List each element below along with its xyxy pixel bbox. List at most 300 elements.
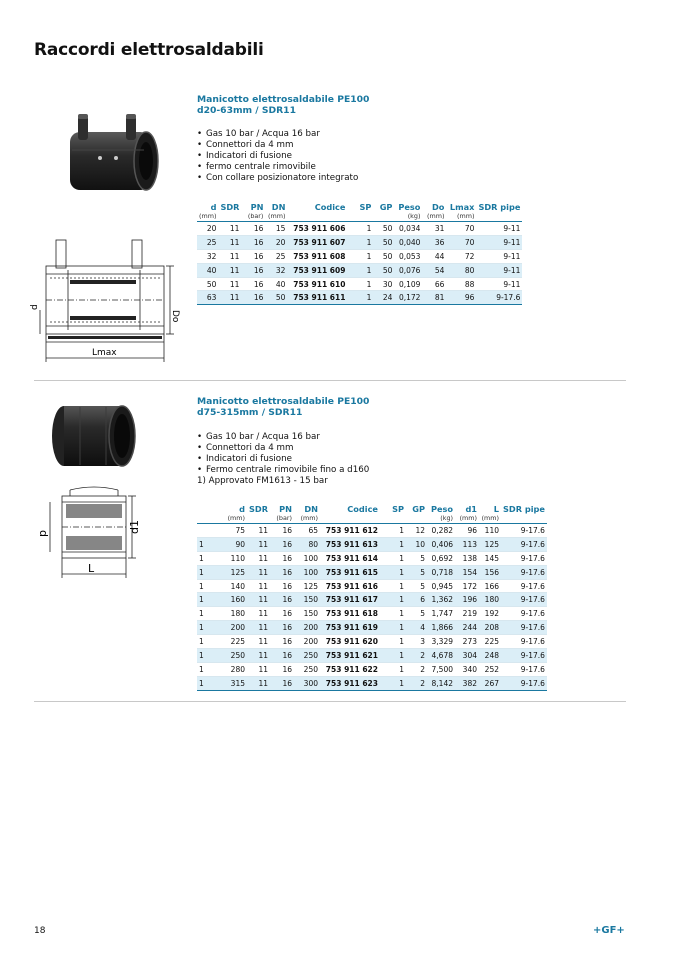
table-cell: 50 xyxy=(373,249,394,263)
product-code-cell: 753 911 606 xyxy=(287,222,347,236)
table-cell: 1 xyxy=(380,593,406,607)
col-header: Codice xyxy=(347,504,378,514)
table-cell: 192 xyxy=(479,607,501,621)
table-cell: 72 xyxy=(446,249,476,263)
table-cell: 1 xyxy=(197,662,211,676)
table-cell: 16 xyxy=(270,593,294,607)
table-cell: 125 xyxy=(294,579,320,593)
unit-cell xyxy=(347,212,373,222)
table-cell: 8,142 xyxy=(427,676,455,690)
table-cell: 1 xyxy=(380,649,406,663)
table-cell: 16 xyxy=(241,222,265,236)
table-cell: 11 xyxy=(218,222,241,236)
unit-cell: (bar) xyxy=(241,212,265,222)
table-cell: 32 xyxy=(197,249,218,263)
col-header: PN xyxy=(279,504,292,514)
table-cell: 81 xyxy=(422,291,446,305)
unit-cell: (mm) xyxy=(294,514,320,524)
product-title-1 xyxy=(197,94,369,116)
table-cell: 1 xyxy=(380,635,406,649)
table-cell: 110 xyxy=(479,524,501,538)
col-header: GP xyxy=(379,202,393,212)
feature-item: • Gas 10 bar / Acqua 16 bar xyxy=(197,432,369,443)
table-cell: 1 xyxy=(347,249,373,263)
table-cell: 11 xyxy=(247,524,270,538)
label-d: d xyxy=(30,304,40,310)
table-cell: 100 xyxy=(294,551,320,565)
table-cell: 11 xyxy=(218,263,241,277)
unit-cell: (mm) xyxy=(265,212,287,222)
table-cell: 219 xyxy=(455,607,479,621)
table-cell: 225 xyxy=(211,635,247,649)
unit-cell xyxy=(197,514,211,524)
table-cell: 11 xyxy=(247,537,270,551)
table-cell: 250 xyxy=(294,649,320,663)
label-lmax: Lmax xyxy=(92,348,117,358)
table-cell: 150 xyxy=(294,607,320,621)
table-cell: 11 xyxy=(247,676,270,690)
spec-table-2-body xyxy=(197,524,547,691)
table-cell: 9-11 xyxy=(476,263,522,277)
table-cell: 150 xyxy=(294,593,320,607)
col-header: L xyxy=(493,504,499,514)
table-cell: 1 xyxy=(197,565,211,579)
label-do: Do xyxy=(170,310,180,323)
table-cell: 145 xyxy=(479,551,501,565)
table-cell: 1 xyxy=(197,551,211,565)
table-cell: 11 xyxy=(247,565,270,579)
table-cell: 1 xyxy=(197,676,211,690)
table-cell: 9-11 xyxy=(476,277,522,291)
col-header: Peso xyxy=(398,202,421,212)
unit-cell xyxy=(287,212,347,222)
unit-cell: (mm) xyxy=(479,514,501,524)
unit-cell: (kg) xyxy=(394,212,422,222)
table-cell: 88 xyxy=(446,277,476,291)
product-code-cell: 753 911 618 xyxy=(320,607,380,621)
table-cell: 200 xyxy=(294,621,320,635)
table-cell: 1 xyxy=(197,635,211,649)
table-cell: 16 xyxy=(241,235,265,249)
table-cell: 54 xyxy=(422,263,446,277)
table-cell: 0,406 xyxy=(427,537,455,551)
table-cell: 1 xyxy=(380,565,406,579)
table-cell: 16 xyxy=(270,607,294,621)
table-cell: 63 xyxy=(197,291,218,305)
approval-note: 1) Approvato FM1613 - 15 bar xyxy=(197,476,328,486)
product-title-2-line2: d75-315mm / SDR11 xyxy=(197,407,303,418)
table-cell: 16 xyxy=(270,676,294,690)
table-cell: 96 xyxy=(455,524,479,538)
unit-cell: (mm) xyxy=(422,212,446,222)
table-row xyxy=(197,249,522,263)
section-divider xyxy=(34,701,626,702)
product-title-1-line2: d20-63mm / SDR11 xyxy=(197,105,296,116)
table-cell: 9-17.6 xyxy=(501,551,547,565)
table-units-row xyxy=(197,514,547,524)
table-cell: 9-17.6 xyxy=(501,593,547,607)
table-cell: 1 xyxy=(197,537,211,551)
table-cell: 1,747 xyxy=(427,607,455,621)
table-cell: 0,692 xyxy=(427,551,455,565)
unit-cell xyxy=(218,212,241,222)
table-cell: 1 xyxy=(380,579,406,593)
table-units-row xyxy=(197,212,522,222)
table-cell: 125 xyxy=(211,565,247,579)
table-cell: 70 xyxy=(446,235,476,249)
table-row xyxy=(197,537,547,551)
table-cell: 1 xyxy=(380,524,406,538)
table-cell: 9-17.6 xyxy=(501,635,547,649)
table-cell: 0,076 xyxy=(394,263,422,277)
col-header: Lmax xyxy=(449,202,475,212)
table-row xyxy=(197,621,547,635)
table-cell: 9-11 xyxy=(476,249,522,263)
table-cell: 9-17.6 xyxy=(501,607,547,621)
table-cell: 36 xyxy=(422,235,446,249)
table-cell: 110 xyxy=(211,551,247,565)
table-cell: 20 xyxy=(265,235,287,249)
table-cell: 200 xyxy=(294,635,320,649)
col-header: Do xyxy=(432,202,445,212)
product-code-cell: 753 911 607 xyxy=(287,235,347,249)
product-code-cell: 753 911 623 xyxy=(320,676,380,690)
coupler-large-photo xyxy=(50,398,140,474)
table-cell: 0,034 xyxy=(394,222,422,236)
product-code-cell: 753 911 613 xyxy=(320,537,380,551)
table-cell: 1 xyxy=(347,291,373,305)
table-cell: 12 xyxy=(406,524,427,538)
table-cell: 2 xyxy=(406,662,427,676)
unit-cell xyxy=(320,514,380,524)
table-cell: 11 xyxy=(218,291,241,305)
table-cell: 1 xyxy=(380,621,406,635)
coupler-small-photo xyxy=(64,110,164,202)
table-cell: 16 xyxy=(241,277,265,291)
unit-cell: (bar) xyxy=(270,514,294,524)
table-cell: 44 xyxy=(422,249,446,263)
table-cell: 9-17.6 xyxy=(501,537,547,551)
col-header: PN xyxy=(250,202,264,212)
table-cell: 11 xyxy=(247,579,270,593)
table-cell: 40 xyxy=(197,263,218,277)
product-code-cell: 753 911 620 xyxy=(320,635,380,649)
product-code-cell: 753 911 622 xyxy=(320,662,380,676)
coupler-large-drawing xyxy=(30,486,150,584)
table-cell: 125 xyxy=(479,537,501,551)
feature-item: • Con collare posizionatore integrato xyxy=(197,173,358,184)
table-cell: 1 xyxy=(380,537,406,551)
col-header: SP xyxy=(359,202,372,212)
table-cell: 1 xyxy=(197,621,211,635)
table-cell: 16 xyxy=(270,551,294,565)
table-cell: 16 xyxy=(270,537,294,551)
table-cell: 267 xyxy=(479,676,501,690)
col-header: SP xyxy=(392,504,404,514)
table-cell: 180 xyxy=(479,593,501,607)
table-cell: 9-17.6 xyxy=(476,291,522,305)
unit-cell xyxy=(380,514,406,524)
table-cell: 3 xyxy=(406,635,427,649)
table-cell: 200 xyxy=(211,621,247,635)
product-code-cell: 753 911 608 xyxy=(287,249,347,263)
table-cell: 252 xyxy=(479,662,501,676)
table-cell: 5 xyxy=(406,565,427,579)
table-row xyxy=(197,235,522,249)
section-divider xyxy=(34,380,626,381)
feature-item: • Gas 10 bar / Acqua 16 bar xyxy=(197,129,358,140)
table-cell: 31 xyxy=(422,222,446,236)
table-cell: 20 xyxy=(197,222,218,236)
col-header: SDR xyxy=(249,504,268,514)
table-cell: 208 xyxy=(479,621,501,635)
product-code-cell: 753 911 616 xyxy=(320,579,380,593)
table-row xyxy=(197,676,547,690)
col-header xyxy=(197,502,211,514)
table-cell: 9-11 xyxy=(476,235,522,249)
table-cell: 166 xyxy=(479,579,501,593)
table-cell: 250 xyxy=(294,662,320,676)
table-cell: 9-17.6 xyxy=(501,662,547,676)
col-header: Codice xyxy=(314,202,346,212)
table-cell: 1,866 xyxy=(427,621,455,635)
product-title-2 xyxy=(197,396,369,418)
product-code-cell: 753 911 617 xyxy=(320,593,380,607)
table-cell: 11 xyxy=(247,635,270,649)
table-cell: 1 xyxy=(380,551,406,565)
table-cell: 50 xyxy=(265,291,287,305)
feature-item: • Fermo centrale rimovibile fino a d160 xyxy=(197,465,369,476)
label-d: d xyxy=(37,530,50,537)
table-cell: 16 xyxy=(270,662,294,676)
label-l: L xyxy=(88,562,95,575)
table-cell: 24 xyxy=(373,291,394,305)
table-cell: 50 xyxy=(373,222,394,236)
brand-logo: +GF+ xyxy=(593,925,625,936)
table-cell: 9-17.6 xyxy=(501,621,547,635)
feature-item: • Connettori da 4 mm xyxy=(197,443,369,454)
unit-cell: (mm) xyxy=(455,514,479,524)
table-cell: 16 xyxy=(241,291,265,305)
table-cell: 70 xyxy=(446,222,476,236)
table-cell: 0,172 xyxy=(394,291,422,305)
table-cell: 248 xyxy=(479,649,501,663)
table-row xyxy=(197,579,547,593)
table-cell: 16 xyxy=(270,579,294,593)
feature-list-1 xyxy=(197,129,358,184)
table-cell: 154 xyxy=(455,565,479,579)
table-cell: 9-17.6 xyxy=(501,565,547,579)
table-cell: 1 xyxy=(380,662,406,676)
table-cell: 0,282 xyxy=(427,524,455,538)
table-cell: 11 xyxy=(247,607,270,621)
table-cell: 96 xyxy=(446,291,476,305)
table-cell: 0,718 xyxy=(427,565,455,579)
product-code-cell: 753 911 611 xyxy=(287,291,347,305)
table-cell: 0,945 xyxy=(427,579,455,593)
table-cell: 11 xyxy=(247,649,270,663)
table-cell: 315 xyxy=(211,676,247,690)
col-header: d1 xyxy=(465,504,477,514)
unit-cell xyxy=(406,514,427,524)
table-cell: 50 xyxy=(197,277,218,291)
table-cell: 100 xyxy=(294,565,320,579)
table-cell: 90 xyxy=(211,537,247,551)
table-cell: 80 xyxy=(446,263,476,277)
table-cell: 16 xyxy=(270,635,294,649)
unit-cell xyxy=(476,212,522,222)
table-row xyxy=(197,263,522,277)
feature-item: • Indicatori di fusione xyxy=(197,454,369,465)
table-cell: 3,329 xyxy=(427,635,455,649)
table-cell: 304 xyxy=(455,649,479,663)
product-code-cell: 753 911 621 xyxy=(320,649,380,663)
table-cell: 25 xyxy=(265,249,287,263)
product-title-2-line1: Manicotto elettrosaldabile PE100 xyxy=(197,396,370,407)
spec-table-1-body xyxy=(197,222,522,305)
table-cell: 280 xyxy=(211,662,247,676)
table-cell: 16 xyxy=(270,649,294,663)
table-cell: 16 xyxy=(270,565,294,579)
table-cell: 1,362 xyxy=(427,593,455,607)
table-cell: 196 xyxy=(455,593,479,607)
table-cell: 113 xyxy=(455,537,479,551)
table-cell: 9-17.6 xyxy=(501,579,547,593)
col-header: Peso xyxy=(430,504,453,514)
table-cell: 11 xyxy=(247,662,270,676)
product-code-cell: 753 911 610 xyxy=(287,277,347,291)
table-row xyxy=(197,607,547,621)
table-cell: 16 xyxy=(241,249,265,263)
col-header: DN xyxy=(271,202,286,212)
table-cell: 160 xyxy=(211,593,247,607)
table-row xyxy=(197,524,547,538)
table-row xyxy=(197,635,547,649)
table-cell: 273 xyxy=(455,635,479,649)
col-header: d xyxy=(210,202,217,212)
table-cell: 5 xyxy=(406,579,427,593)
table-cell: 32 xyxy=(265,263,287,277)
table-cell: 1 xyxy=(347,263,373,277)
table-cell: 5 xyxy=(406,607,427,621)
table-row xyxy=(197,662,547,676)
table-cell: 0,109 xyxy=(394,277,422,291)
unit-cell xyxy=(247,514,270,524)
table-cell: 50 xyxy=(373,235,394,249)
table-cell: 9-17.6 xyxy=(501,649,547,663)
coupler-small-drawing xyxy=(30,234,182,370)
table-cell: 1 xyxy=(197,579,211,593)
col-header: SDR pipe xyxy=(503,504,545,514)
table-cell: 5 xyxy=(406,551,427,565)
table-cell: 11 xyxy=(247,593,270,607)
table-cell: 140 xyxy=(211,579,247,593)
col-header: SDR xyxy=(220,202,240,212)
table-row xyxy=(197,277,522,291)
feature-list-2 xyxy=(197,432,369,487)
table-cell: 1 xyxy=(347,277,373,291)
table-cell: 225 xyxy=(479,635,501,649)
table-cell: 180 xyxy=(211,607,247,621)
product-code-cell: 753 911 619 xyxy=(320,621,380,635)
product-title-1-line1: Manicotto elettrosaldabile PE100 xyxy=(197,94,370,105)
product-code-cell: 753 911 614 xyxy=(320,551,380,565)
unit-cell: (mm) xyxy=(199,212,217,220)
page-title: Raccordi elettrosaldabili xyxy=(34,40,264,60)
table-cell: 1 xyxy=(380,607,406,621)
table-cell: 2 xyxy=(406,676,427,690)
table-cell: 2 xyxy=(406,649,427,663)
product-code-cell: 753 911 612 xyxy=(320,524,380,538)
col-header: DN xyxy=(304,504,318,514)
table-cell: 1 xyxy=(197,593,211,607)
table-cell: 1 xyxy=(347,235,373,249)
unit-cell: (mm) xyxy=(446,212,476,222)
table-cell: 1 xyxy=(380,676,406,690)
table-cell xyxy=(197,524,211,538)
label-d1: d1 xyxy=(128,520,141,534)
page-number: 18 xyxy=(34,926,46,936)
table-cell: 80 xyxy=(294,537,320,551)
spec-table-2 xyxy=(197,502,547,691)
table-cell: 16 xyxy=(270,621,294,635)
table-cell: 75 xyxy=(211,524,247,538)
table-cell: 0,040 xyxy=(394,235,422,249)
table-cell: 250 xyxy=(211,649,247,663)
table-cell: 11 xyxy=(247,621,270,635)
table-cell: 66 xyxy=(422,277,446,291)
product-code-cell: 753 911 615 xyxy=(320,565,380,579)
unit-cell xyxy=(373,212,394,222)
table-cell: 4,678 xyxy=(427,649,455,663)
table-row xyxy=(197,565,547,579)
table-cell: 9-11 xyxy=(476,222,522,236)
table-row xyxy=(197,593,547,607)
table-cell: 10 xyxy=(406,537,427,551)
feature-item: • Indicatori di fusione xyxy=(197,151,358,162)
table-cell: 11 xyxy=(218,249,241,263)
table-cell: 30 xyxy=(373,277,394,291)
table-cell: 0,053 xyxy=(394,249,422,263)
col-header: GP xyxy=(412,504,425,514)
feature-item: • fermo centrale rimovibile xyxy=(197,162,358,173)
table-cell: 40 xyxy=(265,277,287,291)
table-row xyxy=(197,649,547,663)
table-cell: 9-17.6 xyxy=(501,676,547,690)
table-cell: 7,500 xyxy=(427,662,455,676)
col-header: SDR pipe xyxy=(478,202,521,212)
unit-cell xyxy=(501,514,547,524)
table-cell: 156 xyxy=(479,565,501,579)
table-cell: 1 xyxy=(197,607,211,621)
table-cell: 4 xyxy=(406,621,427,635)
table-cell: 11 xyxy=(218,235,241,249)
table-cell: 16 xyxy=(270,524,294,538)
product-code-cell: 753 911 609 xyxy=(287,263,347,277)
table-cell: 138 xyxy=(455,551,479,565)
table-cell: 11 xyxy=(247,551,270,565)
table-cell: 11 xyxy=(218,277,241,291)
table-row xyxy=(197,222,522,236)
table-row xyxy=(197,551,547,565)
unit-cell: (mm) xyxy=(211,514,247,524)
table-cell: 1 xyxy=(197,649,211,663)
table-cell: 65 xyxy=(294,524,320,538)
spec-table-1 xyxy=(197,200,522,305)
col-header: d xyxy=(239,504,245,514)
table-cell: 9-17.6 xyxy=(501,524,547,538)
table-cell: 382 xyxy=(455,676,479,690)
